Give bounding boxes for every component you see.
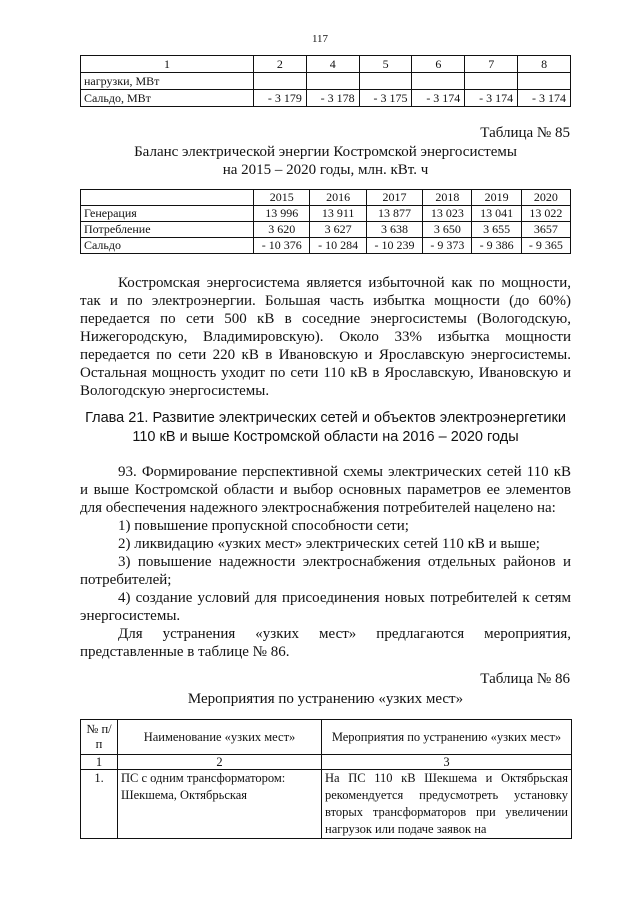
column-number: 2 xyxy=(118,755,322,770)
table86-number: Таблица № 86 xyxy=(480,671,570,687)
header-cell: 5 xyxy=(359,56,412,73)
year-header: 2016 xyxy=(310,190,366,206)
page-number: 117 xyxy=(311,33,329,45)
list-item: 3) повышение надежности электроснабжения отдельных районов и потребителей; xyxy=(80,554,571,588)
year-header: 2020 xyxy=(521,190,570,206)
cell: 13 023 xyxy=(423,206,472,222)
row-label: Генерация xyxy=(81,206,254,222)
cell: 13 041 xyxy=(472,206,521,222)
header-cell-number: № п/п xyxy=(81,720,118,755)
cell: 3 620 xyxy=(254,222,310,238)
continuation-table xyxy=(80,55,571,107)
cell: 3 627 xyxy=(310,222,366,238)
cell xyxy=(465,73,518,90)
column-number: 3 xyxy=(322,755,572,770)
cell: - 9 373 xyxy=(423,238,472,254)
cell: - 3 174 xyxy=(465,90,518,107)
table86-title: Мероприятия по устранению «узких мест» xyxy=(187,691,464,707)
list-item: 4) создание условий для присоединения новых потребителей к сетям энергосистемы. xyxy=(80,590,571,624)
cell: 3 655 xyxy=(472,222,521,238)
header-cell: 2 xyxy=(254,56,307,73)
cell: 3 638 xyxy=(366,222,422,238)
header-cell-name: Наименование «узких мест» xyxy=(118,720,322,755)
header-cell: 4 xyxy=(306,56,359,73)
list-item: 2) ликвидацию «узких мест» электрических сетей 110 кВ и выше; xyxy=(118,536,540,552)
header-cell: 1 xyxy=(81,56,254,73)
section-93-intro: 93. Формирование перспективной схемы электрических сетей 110 кВ и выше Костромской области и выбор основных параметров ее элементов для обеспечения надежного электроснабжения потребителей нацелено на: xyxy=(80,464,571,516)
cell xyxy=(412,73,465,90)
cell xyxy=(359,73,412,90)
cell: 13 022 xyxy=(521,206,570,222)
section-93 xyxy=(80,463,571,661)
chapter-heading-line1: Глава 21. Развитие электрических сетей и объектов электроэнергетики xyxy=(85,410,566,426)
cell: - 3 179 xyxy=(254,90,307,107)
energy-balance-table xyxy=(80,189,571,254)
cell: 13 996 xyxy=(254,206,310,222)
cell xyxy=(306,73,359,90)
cell: - 10 239 xyxy=(366,238,422,254)
header-cell: 8 xyxy=(518,56,571,73)
header-cell: 6 xyxy=(412,56,465,73)
cell: - 3 178 xyxy=(306,90,359,107)
cell: 3 650 xyxy=(423,222,472,238)
row-label: Сальдо xyxy=(81,238,254,254)
cell: - 10 284 xyxy=(310,238,366,254)
paragraph-energy-surplus xyxy=(80,274,571,400)
cell: - 3 175 xyxy=(359,90,412,107)
table85-title xyxy=(80,143,571,179)
bottleneck-name: ПС с одним трансформатором: Шекшема, Октябрьская xyxy=(118,770,322,839)
table-row xyxy=(81,222,571,238)
table-row xyxy=(81,73,571,90)
table-header-row xyxy=(81,190,571,206)
table-row xyxy=(81,238,571,254)
chapter-heading-line2: 110 кВ и выше Костромской области на 2016 – 2020 годы xyxy=(132,429,519,445)
year-header: 2015 xyxy=(254,190,310,206)
cell: - 3 174 xyxy=(518,90,571,107)
column-number: 1 xyxy=(81,755,118,770)
table-row xyxy=(81,770,572,839)
row-number: 1. xyxy=(81,770,118,839)
table85-number: Таблица № 85 xyxy=(480,125,570,141)
row-label: нагрузки, МВт xyxy=(81,73,254,90)
table-header-row xyxy=(81,720,572,755)
cell: 3657 xyxy=(521,222,570,238)
table-row xyxy=(81,206,571,222)
header-cell-measures: Мероприятия по устранению «узких мест» xyxy=(322,720,572,755)
bottlenecks-table xyxy=(80,719,572,839)
table-header-row xyxy=(81,56,571,73)
section-93-closing: Для устранения «узких мест» предлагаются мероприятия, представленные в таблице № 86. xyxy=(80,626,571,660)
cell: 13 877 xyxy=(366,206,422,222)
cell: - 9 365 xyxy=(521,238,570,254)
cell: 13 911 xyxy=(310,206,366,222)
table85-title-line1: Баланс электрической энергии Костромской энергосистемы xyxy=(134,144,517,160)
table-numbering-row xyxy=(81,755,572,770)
row-label: Потребление xyxy=(81,222,254,238)
empty-header-cell xyxy=(81,190,254,206)
cell: - 9 386 xyxy=(472,238,521,254)
chapter-heading xyxy=(80,409,571,447)
year-header: 2017 xyxy=(366,190,422,206)
table85-title-line2: на 2015 – 2020 годы, млн. кВт. ч xyxy=(222,162,429,178)
row-label: Сальдо, МВт xyxy=(81,90,254,107)
cell: - 3 174 xyxy=(412,90,465,107)
year-header: 2018 xyxy=(423,190,472,206)
paragraph-text: Костромская энергосистема является избыточной как по мощности, так и по электроэнергии. Большая часть избытка мощности (до 60%) передается по сети 500 кВ в соседние энергосистемы (Вологодскую, Нижегородскую, Владимировскую). Около 33% избытка мощности передается по сети 220 кВ в Ивановскую и Ярославскую энергосистемы. Остальная мощность уходит по сети 110 кВ в Ярославскую, Ивановскую и Вологодскую энергосистемы. xyxy=(80,275,571,399)
bottleneck-measure: На ПС 110 кВ Шекшема и Октябрьская рекомендуется предусмотреть установку вторых трансформаторов при увеличении нагрузок или подаче заявок на xyxy=(322,770,572,839)
header-cell: 7 xyxy=(465,56,518,73)
cell: - 10 376 xyxy=(254,238,310,254)
cell xyxy=(518,73,571,90)
cell xyxy=(254,73,307,90)
table-row xyxy=(81,90,571,107)
year-header: 2019 xyxy=(472,190,521,206)
list-item: 1) повышение пропускной способности сети; xyxy=(118,518,409,534)
